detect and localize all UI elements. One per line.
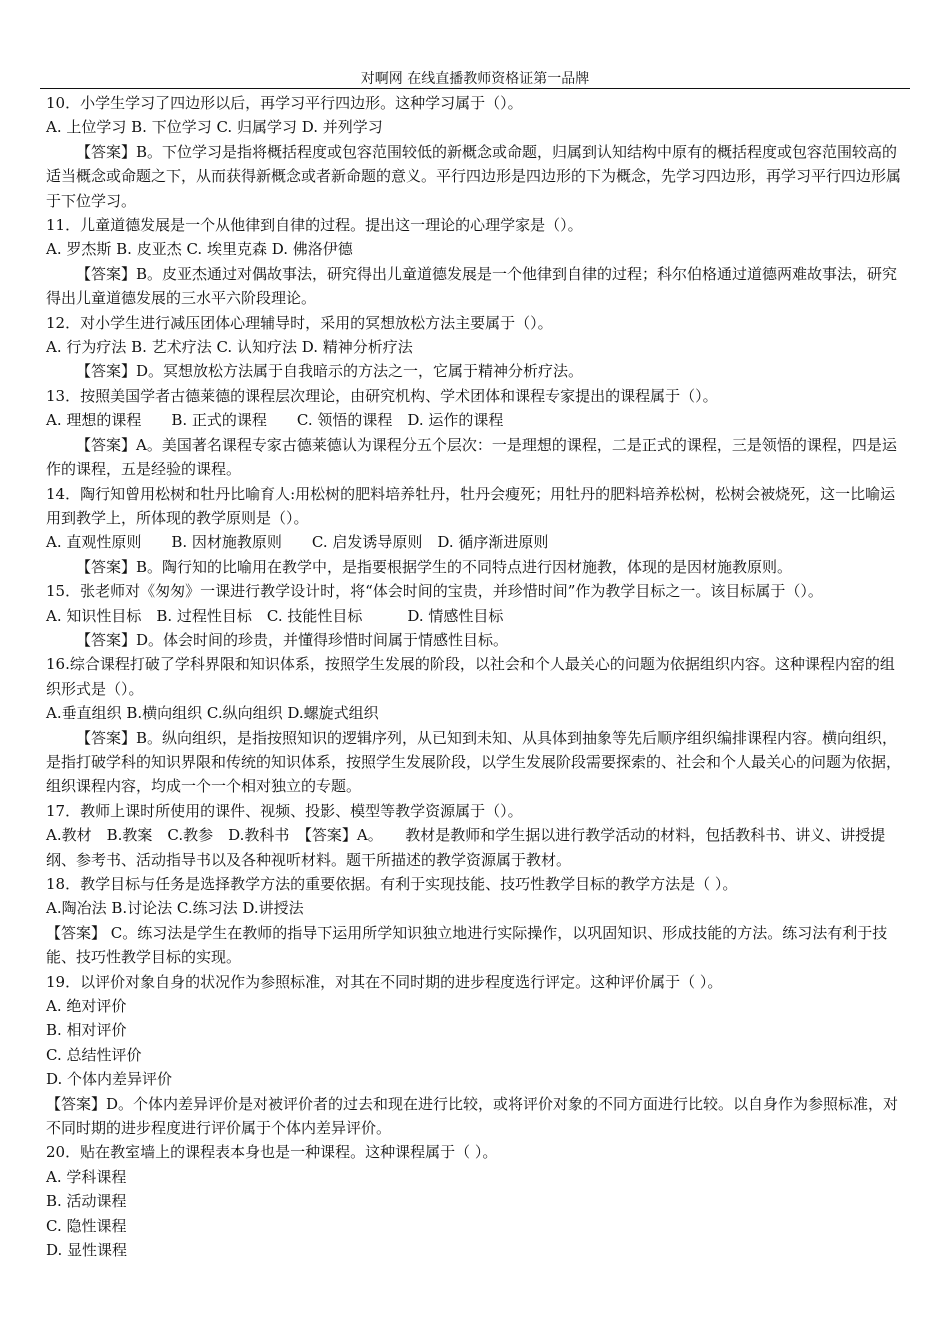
option-text: A. 学科课程 <box>46 1167 127 1186</box>
answer-text: 【答案】D。体会时间的珍贵，并懂得珍惜时间属于情感性目标。 <box>76 630 509 649</box>
page-header: 对啊网 在线直播教师资格证第一品牌 <box>360 71 590 87</box>
answer-text: 【答案】B。纵向组织，是指按照知识的逻辑序列，从已知到未知、从具体到抽象等先后顺序组织编排课程内容。横向组织，是指打破学科的知识界限和传统的知识体系，按照学生发展阶段，以学生发展阶段需要探索的、社会和个人最关心的问题为依据，组织课程内容，均成一个一个相对独立的专题。 <box>46 728 902 796</box>
header-rule <box>40 88 910 89</box>
answer-text: 【答案】B。皮亚杰通过对偶故事法，研究得出儿童道德发展是一个他律到自律的过程；科尔伯格通过道德两难故事法，研究得出儿童道德发展的三水平六阶段理论。 <box>46 264 898 308</box>
answer-text: 【答案】D。个体内差异评价是对被评价者的过去和现在进行比较，或将评价对象的不同方面进行比较。以自身作为参照标准，对不同时期的进步程度进行评价属于个体内差异评价。 <box>46 1094 899 1138</box>
question-text: 17．教师上课时所使用的课件、视频、投影、模型等教学资源属于（）。 <box>46 801 523 820</box>
question-text: 20．贴在教室墙上的课程表本身也是一种课程。这种课程属于（ ）。 <box>46 1143 498 1162</box>
question-text: 19．以评价对象自身的状况作为参照标准，对其在不同时期的进步程度选行评定。这种评价属于（ ）。 <box>46 972 723 991</box>
option-text: B. 活动课程 <box>46 1192 127 1211</box>
question-text: 10．小学生学习了四边形以后，再学习平行四边形。这种学习属于（）。 <box>46 94 523 112</box>
option-text: A.陶冶法 B.讨论法 C.练习法 D.讲授法 <box>46 899 304 918</box>
option-text: B. 相对评价 <box>46 1021 127 1040</box>
option-text: C. 隐性课程 <box>46 1216 127 1235</box>
answer-text: 【答案】D。冥想放松方法属于自我暗示的方法之一，它属于精神分析疗法。 <box>76 362 584 381</box>
option-text: A. 罗杰斯 B. 皮亚杰 C. 埃里克森 D. 佛洛伊德 <box>46 240 353 259</box>
option-text: A. 理想的课程 B. 正式的课程 C. 领悟的课程 D. 运作的课程 <box>46 411 504 430</box>
option-text: A. 知识性目标 B. 过程性目标 C. 技能性目标 D. 情感性目标 <box>46 606 504 625</box>
question-text: 12．对小学生进行减压团体心理辅导时，采用的冥想放松方法主要属于（）。 <box>46 313 553 332</box>
question-text: 14．陶行知曾用松树和牡丹比喻育人:用松树的肥料培养牡丹，牡丹会瘦死；用牡丹的肥料培养松树，松树会被烧死，这一比喻运用到教学上，所体现的教学原则是（）。 <box>46 484 896 527</box>
option-text: A. 直观性原则 B. 因材施教原则 C. 启发诱导原则 D. 循序渐进原则 <box>46 533 549 552</box>
option-text: A.教材 B.教案 C.教参 D.教科书 【答案】A。 教材是教师和学生据以进行教学活动的材料，包括教科书、讲义、讲授提纲、参考书、活动指导书以及各种视听材料。题干所描述的教学资源属于教材。 <box>46 826 886 869</box>
option-text: C. 总结性评价 <box>46 1045 142 1064</box>
option-text: D. 个体内差异评价 <box>46 1070 173 1089</box>
question-text: 15．张老师对《匆匆》一课进行教学设计时，将“体会时间的宝贵，并珍惜时间”作为教学目标之一。该目标属于（）。 <box>46 582 823 601</box>
option-text: A. 绝对评价 <box>46 997 127 1016</box>
answer-text: 【答案】A。美国著名课程专家古德莱德认为课程分五个层次：一是理想的课程，二是正式的课程，三是领悟的课程，四是运作的课程，五是经验的课程。 <box>46 435 897 479</box>
option-text: D. 显性课程 <box>46 1241 128 1260</box>
question-text: 11．儿童道德发展是一个从他律到自律的过程。提出这一理论的心理学家是（）。 <box>46 216 583 235</box>
question-list <box>46 91 908 1263</box>
question-text: 18．教学目标与任务是选择教学方法的重要依据。有利于实现技能、技巧性教学目标的教学方法是（ ）。 <box>46 875 738 893</box>
question-text: 13．按照美国学者古德莱德的课程层次理论，由研究机构、学术团体和课程专家提出的课程属于（）。 <box>46 386 718 405</box>
option-text: A. 上位学习 B. 下位学习 C. 归属学习 D. 并列学习 <box>46 118 383 137</box>
option-text: A. 行为疗法 B. 艺术疗法 C. 认知疗法 D. 精神分析疗法 <box>46 338 413 357</box>
answer-text: 【答案】B。陶行知的比喻用在教学中，是指要根据学生的不同特点进行因材施教，体现的是因材施教原则。 <box>76 557 793 576</box>
answer-text: 【答案】B。下位学习是指将概括程度或包容范围较低的新概念或命题，归属到认知结构中原有的概括程度或包容范围较高的适当概念或命题之下，从而获得新概念或者新命题的意义。平行四边形是四边形的下为概念，先学习四边形，再学习平行四边形属于下位学习。 <box>46 142 902 210</box>
option-text: A.垂直组织 B.横向组织 C.纵向组织 D.螺旋式组织 <box>46 704 379 723</box>
answer-text: 【答案】 C。练习法是学生在教师的指导下运用所学知识独立地进行实际操作，以巩固知识、形成技能的方法。练习法有利于技能、技巧性教学目标的实现。 <box>46 923 888 967</box>
question-text: 16.综合课程打破了学科界限和知识体系，按照学生发展的阶段，以社会和个人最关心的问题为依据组织内容。这种课程内窑的组织形式是（）。 <box>46 655 895 698</box>
